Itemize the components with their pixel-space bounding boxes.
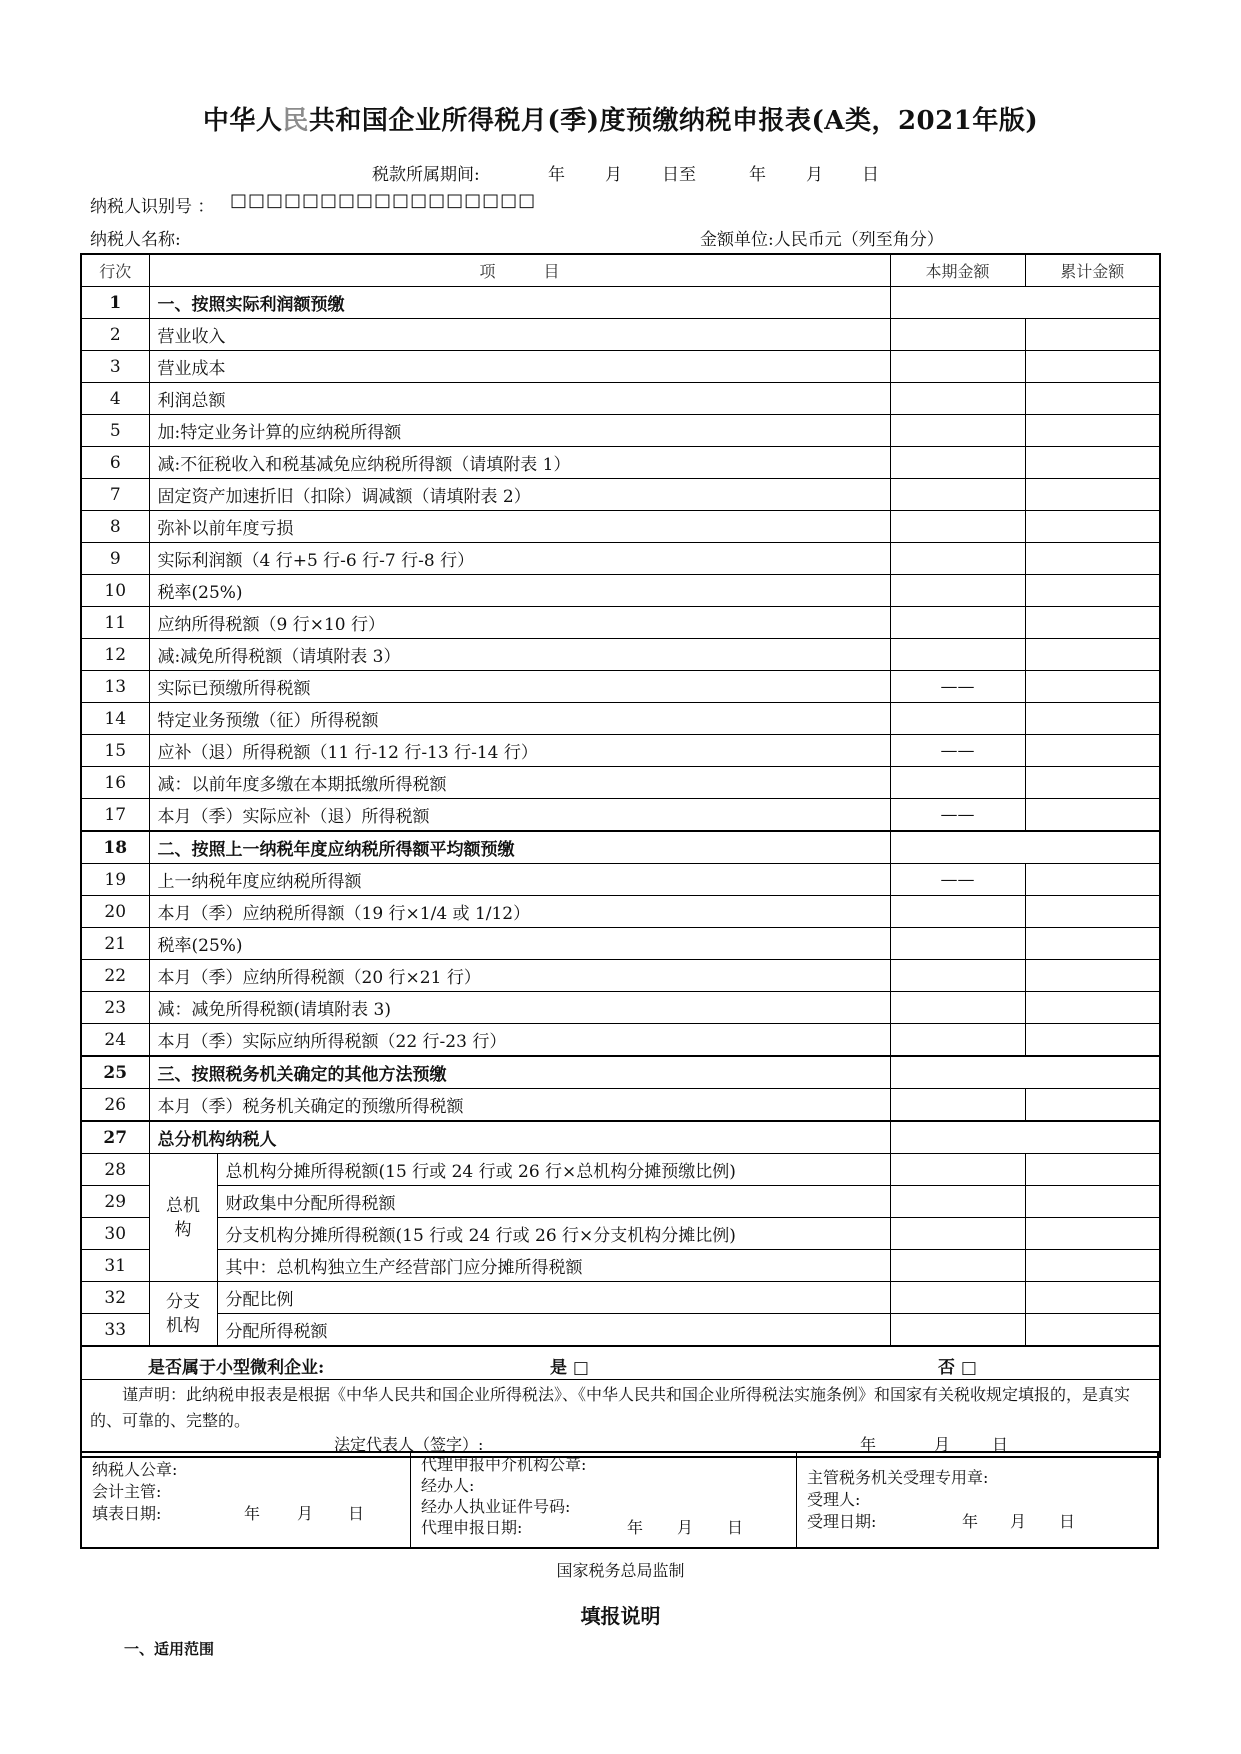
- accumulated-amount-cell[interactable]: [1025, 1154, 1160, 1186]
- taxpayer-id-boxes[interactable]: □□□□□□□□□□□□□□□□□: [230, 190, 537, 211]
- row-number: 25: [81, 1056, 149, 1089]
- table-row: [81, 767, 1160, 799]
- table-header-row: [81, 254, 1160, 287]
- table-row: [81, 735, 1160, 767]
- row-number: 28: [81, 1154, 149, 1186]
- row-number: 29: [81, 1186, 149, 1218]
- accumulated-amount-cell[interactable]: [1025, 671, 1160, 703]
- page-title: 中华人民共和国企业所得税月(季)度预缴纳税申报表(A类，2021年版): [202, 106, 1039, 136]
- table-row: [81, 864, 1160, 896]
- signature-block: [80, 1451, 1159, 1549]
- accumulated-amount-cell[interactable]: [1025, 703, 1160, 735]
- row-item: 上一纳税年度应纳税所得额: [149, 864, 890, 896]
- current-amount-cell[interactable]: [890, 1089, 1025, 1122]
- current-amount-cell[interactable]: ——: [890, 735, 1025, 767]
- row-item: 应纳所得税额（9 行×10 行）: [149, 607, 890, 639]
- agent-date-label[interactable]: 代理申报日期:: [421, 1518, 523, 1537]
- row-item: 固定资产加速折旧（扣除）调减额（请填附表 2）: [149, 479, 890, 511]
- current-amount-cell[interactable]: [890, 447, 1025, 479]
- header-item: 项 目: [149, 254, 890, 287]
- taxpayer-seal-label[interactable]: 纳税人公章:: [92, 1460, 178, 1479]
- row-item: 特定业务预缴（征）所得税额: [149, 703, 890, 735]
- row-item: 本月（季）实际应纳所得税额（22 行-23 行）: [149, 1024, 890, 1057]
- section-blank: [890, 287, 1160, 319]
- current-amount-cell[interactable]: [890, 575, 1025, 607]
- table-row: [81, 960, 1160, 992]
- current-amount-cell[interactable]: [890, 543, 1025, 575]
- row-number: 10: [81, 575, 149, 607]
- table-row: [81, 479, 1160, 511]
- section-blank: [890, 831, 1160, 864]
- accumulated-amount-cell[interactable]: [1025, 1218, 1160, 1250]
- receive-date-month: 月: [1010, 1512, 1027, 1531]
- declaration-cell: [81, 1380, 1160, 1458]
- receive-date-day: 日: [1059, 1512, 1076, 1531]
- period-end-month[interactable]: 月: [806, 165, 823, 185]
- current-amount-cell[interactable]: [890, 1154, 1025, 1186]
- row-item: 分配比例: [217, 1282, 890, 1314]
- accumulated-amount-cell[interactable]: [1025, 575, 1160, 607]
- row-number: 15: [81, 735, 149, 767]
- group-branch-office: 分支 机构: [149, 1282, 217, 1347]
- current-amount-cell[interactable]: [890, 1024, 1025, 1057]
- table-row: [81, 703, 1160, 735]
- row-item: 弥补以前年度亏损: [149, 511, 890, 543]
- current-amount-cell[interactable]: [890, 960, 1025, 992]
- row-number: 2: [81, 319, 149, 351]
- current-amount-cell[interactable]: [890, 928, 1025, 960]
- table-row: [81, 1056, 1160, 1089]
- tax-authority-seal-label[interactable]: 主管税务机关受理专用章:: [807, 1468, 989, 1487]
- current-amount-cell[interactable]: [890, 1250, 1025, 1282]
- row-number: 8: [81, 511, 149, 543]
- small-enterprise-yes-checkbox[interactable]: 是 □: [550, 1358, 589, 1378]
- table-row: [81, 799, 1160, 832]
- section-blank: [890, 1121, 1160, 1154]
- current-amount-cell[interactable]: [890, 896, 1025, 928]
- accumulated-amount-cell[interactable]: [1025, 928, 1160, 960]
- receiver-label[interactable]: 受理人:: [807, 1490, 861, 1509]
- accounting-supervisor-label[interactable]: 会计主管:: [92, 1482, 162, 1501]
- row-item: 本月（季）应纳税所得额（19 行×1/4 或 1/12）: [149, 896, 890, 928]
- current-amount-cell[interactable]: [890, 703, 1025, 735]
- row-item: 营业收入: [149, 319, 890, 351]
- table-row: [81, 607, 1160, 639]
- table-row: [81, 511, 1160, 543]
- current-amount-cell[interactable]: [890, 1186, 1025, 1218]
- current-amount-cell[interactable]: ——: [890, 799, 1025, 832]
- accumulated-amount-cell[interactable]: [1025, 735, 1160, 767]
- table-row: [81, 543, 1160, 575]
- current-amount-cell[interactable]: [890, 415, 1025, 447]
- period-end-year[interactable]: 年: [749, 165, 766, 185]
- accumulated-amount-cell[interactable]: [1025, 447, 1160, 479]
- table-row: [81, 639, 1160, 671]
- accumulated-amount-cell[interactable]: [1025, 319, 1160, 351]
- current-amount-cell[interactable]: ——: [890, 671, 1025, 703]
- row-number: 27: [81, 1121, 149, 1154]
- period-label: 税款所属期间:: [372, 165, 480, 185]
- row-number: 22: [81, 960, 149, 992]
- period-start-month[interactable]: 月: [605, 165, 622, 185]
- agent-handler-label[interactable]: 经办人:: [421, 1476, 475, 1495]
- table-row: [81, 1186, 1160, 1218]
- row-number: 26: [81, 1089, 149, 1122]
- row-item: 总分机构纳税人: [149, 1121, 890, 1154]
- accumulated-amount-cell[interactable]: [1025, 639, 1160, 671]
- current-amount-cell[interactable]: [890, 1282, 1025, 1314]
- fill-date-year: 年: [244, 1504, 261, 1523]
- tax-return-table: [80, 253, 1161, 1458]
- instructions-title: 填报说明: [580, 1604, 661, 1628]
- current-amount-cell[interactable]: ——: [890, 864, 1025, 896]
- small-enterprise-cell: [81, 1346, 1160, 1380]
- row-item: 减:减免所得税额（请填附表 3）: [149, 639, 890, 671]
- row-item: 应补（退）所得税额（11 行-12 行-13 行-14 行）: [149, 735, 890, 767]
- row-item: 减:不征税收入和税基减免应纳税所得额（请填附表 1）: [149, 447, 890, 479]
- amount-unit-label: 金额单位:人民币元（列至角分）: [700, 230, 944, 250]
- small-enterprise-row: [81, 1346, 1160, 1380]
- row-item: 加:特定业务计算的应纳税所得额: [149, 415, 890, 447]
- current-amount-cell[interactable]: [890, 1218, 1025, 1250]
- current-amount-cell[interactable]: [890, 767, 1025, 799]
- agent-section: [410, 1453, 796, 1547]
- row-number: 21: [81, 928, 149, 960]
- row-item: 财政集中分配所得税额: [217, 1186, 890, 1218]
- row-item: 减：减免所得税额(请填附表 3): [149, 992, 890, 1024]
- current-amount-cell[interactable]: [890, 383, 1025, 415]
- row-item: 一、按照实际利润额预缴: [149, 287, 890, 319]
- table-row: [81, 1121, 1160, 1154]
- row-number: 3: [81, 351, 149, 383]
- accumulated-amount-cell[interactable]: [1025, 543, 1160, 575]
- row-item: 利润总额: [149, 383, 890, 415]
- current-amount-cell[interactable]: [890, 639, 1025, 671]
- row-number: 11: [81, 607, 149, 639]
- row-item: 本月（季）实际应补（退）所得税额: [149, 799, 890, 832]
- row-number: 32: [81, 1282, 149, 1314]
- accumulated-amount-cell[interactable]: [1025, 383, 1160, 415]
- agent-date-day: 日: [727, 1518, 744, 1537]
- table-row: [81, 1089, 1160, 1122]
- row-item: 分配所得税额: [217, 1314, 890, 1347]
- rep-date-day: 日: [992, 1435, 1009, 1454]
- agent-license-label[interactable]: 经办人执业证件号码:: [421, 1497, 571, 1516]
- row-item: 分支机构分摊所得税额(15 行或 24 行或 26 行×分支机构分摊比例): [217, 1218, 890, 1250]
- fill-date-month: 月: [297, 1504, 314, 1523]
- accumulated-amount-cell[interactable]: [1025, 479, 1160, 511]
- agent-seal-label[interactable]: 代理申报中介机构公章:: [421, 1455, 587, 1474]
- table-row: [81, 992, 1160, 1024]
- table-row: [81, 415, 1160, 447]
- instructions-scope: 一、适用范围: [124, 1640, 215, 1658]
- table-row: [81, 928, 1160, 960]
- taxpayer-name-label: 纳税人名称:: [90, 230, 181, 250]
- row-item: 本月（季）应纳所得税额（20 行×21 行）: [149, 960, 890, 992]
- accumulated-amount-cell[interactable]: [1025, 1282, 1160, 1314]
- row-number: 14: [81, 703, 149, 735]
- table-row: [81, 1154, 1160, 1186]
- row-item: 税率(25%): [149, 575, 890, 607]
- row-number: 18: [81, 831, 149, 864]
- current-amount-cell[interactable]: [890, 479, 1025, 511]
- declaration-text: 谨声明：此纳税申报表是根据《中华人民共和国企业所得税法》、《中华人民共和国企业所得税法实施条例》和国家有关税收规定填报的，是真实的、可靠的、完整的。: [90, 1385, 1131, 1430]
- current-amount-cell[interactable]: [890, 1314, 1025, 1347]
- row-number: 23: [81, 992, 149, 1024]
- receive-date-year: 年: [962, 1512, 979, 1531]
- period-start-day[interactable]: 日至: [662, 165, 696, 185]
- accumulated-amount-cell[interactable]: [1025, 1024, 1160, 1057]
- accumulated-amount-cell[interactable]: [1025, 1089, 1160, 1122]
- table-row: [81, 1024, 1160, 1057]
- accumulated-amount-cell[interactable]: [1025, 351, 1160, 383]
- small-enterprise-no-checkbox[interactable]: 否 □: [938, 1358, 977, 1378]
- table-row: [81, 319, 1160, 351]
- legal-rep-signature-label[interactable]: 法定代表人（签字）:: [334, 1435, 484, 1454]
- row-number: 13: [81, 671, 149, 703]
- row-item: 营业成本: [149, 351, 890, 383]
- row-item: 二、按照上一纳税年度应纳税所得额平均额预缴: [149, 831, 890, 864]
- row-item: 其中：总机构独立生产经营部门应分摊所得税额: [217, 1250, 890, 1282]
- header-current-amount: 本期金额: [890, 254, 1025, 287]
- row-item: 三、按照税务机关确定的其他方法预缴: [149, 1056, 890, 1089]
- accumulated-amount-cell[interactable]: [1025, 1314, 1160, 1347]
- accumulated-amount-cell[interactable]: [1025, 896, 1160, 928]
- fill-date-label[interactable]: 填表日期:: [92, 1504, 162, 1523]
- row-number: 30: [81, 1218, 149, 1250]
- current-amount-cell[interactable]: [890, 511, 1025, 543]
- fill-date-day: 日: [348, 1504, 365, 1523]
- taxpayer-id-label: 纳税人识别号 ：: [90, 197, 215, 217]
- table-row: [81, 1250, 1160, 1282]
- declaration-row: [81, 1380, 1160, 1458]
- row-number: 16: [81, 767, 149, 799]
- row-number: 7: [81, 479, 149, 511]
- period-start-year[interactable]: 年: [548, 165, 565, 185]
- row-number: 31: [81, 1250, 149, 1282]
- table-row: [81, 1282, 1160, 1314]
- group-head-office: 总机 构: [149, 1154, 217, 1282]
- accumulated-amount-cell[interactable]: [1025, 1186, 1160, 1218]
- row-number: 4: [81, 383, 149, 415]
- table-row: [81, 671, 1160, 703]
- accumulated-amount-cell[interactable]: [1025, 607, 1160, 639]
- accumulated-amount-cell[interactable]: [1025, 415, 1160, 447]
- accumulated-amount-cell[interactable]: [1025, 1250, 1160, 1282]
- row-number: 33: [81, 1314, 149, 1347]
- accumulated-amount-cell[interactable]: [1025, 864, 1160, 896]
- table-row: [81, 831, 1160, 864]
- header-accumulated-amount: 累计金额: [1025, 254, 1160, 287]
- row-item: 本月（季）税务机关确定的预缴所得税额: [149, 1089, 890, 1122]
- row-number: 12: [81, 639, 149, 671]
- agent-date-month: 月: [677, 1518, 694, 1537]
- accumulated-amount-cell[interactable]: [1025, 511, 1160, 543]
- row-number: 20: [81, 896, 149, 928]
- row-item: 实际已预缴所得税额: [149, 671, 890, 703]
- period-end-day[interactable]: 日: [862, 165, 879, 185]
- row-number: 5: [81, 415, 149, 447]
- row-number: 1: [81, 287, 149, 319]
- rep-date-year: 年: [860, 1435, 877, 1454]
- table-row: [81, 575, 1160, 607]
- row-number: 24: [81, 1024, 149, 1057]
- current-amount-cell[interactable]: [890, 607, 1025, 639]
- agent-date-year: 年: [627, 1518, 644, 1537]
- row-item: 减：以前年度多缴在本期抵缴所得税额: [149, 767, 890, 799]
- supervisor-note: 国家税务总局监制: [556, 1561, 685, 1580]
- current-amount-cell[interactable]: [890, 992, 1025, 1024]
- accumulated-amount-cell[interactable]: [1025, 992, 1160, 1024]
- table-row: [81, 447, 1160, 479]
- table-row: [81, 1218, 1160, 1250]
- small-enterprise-label: 是否属于小型微利企业:: [148, 1358, 325, 1378]
- section-blank: [890, 1056, 1160, 1089]
- current-amount-cell[interactable]: [890, 319, 1025, 351]
- table-body: [81, 254, 1160, 1457]
- table-row: [81, 351, 1160, 383]
- table-row: [81, 896, 1160, 928]
- header-row-no: 行次: [81, 254, 149, 287]
- row-number: 6: [81, 447, 149, 479]
- accumulated-amount-cell[interactable]: [1025, 960, 1160, 992]
- taxpayer-seal-section: [82, 1453, 410, 1547]
- row-number: 19: [81, 864, 149, 896]
- tax-authority-section: [796, 1453, 1157, 1547]
- rep-date-month: 月: [934, 1435, 951, 1454]
- receive-date-label[interactable]: 受理日期:: [807, 1512, 877, 1531]
- table-row: [81, 1314, 1160, 1347]
- accumulated-amount-cell[interactable]: [1025, 767, 1160, 799]
- row-item: 税率(25%): [149, 928, 890, 960]
- current-amount-cell[interactable]: [890, 351, 1025, 383]
- row-item: 总机构分摊所得税额(15 行或 24 行或 26 行×总机构分摊预缴比例): [217, 1154, 890, 1186]
- table-row: [81, 383, 1160, 415]
- table-row: [81, 287, 1160, 319]
- row-number: 9: [81, 543, 149, 575]
- accumulated-amount-cell[interactable]: [1025, 799, 1160, 832]
- row-number: 17: [81, 799, 149, 832]
- row-item: 实际利润额（4 行+5 行-6 行-7 行-8 行）: [149, 543, 890, 575]
